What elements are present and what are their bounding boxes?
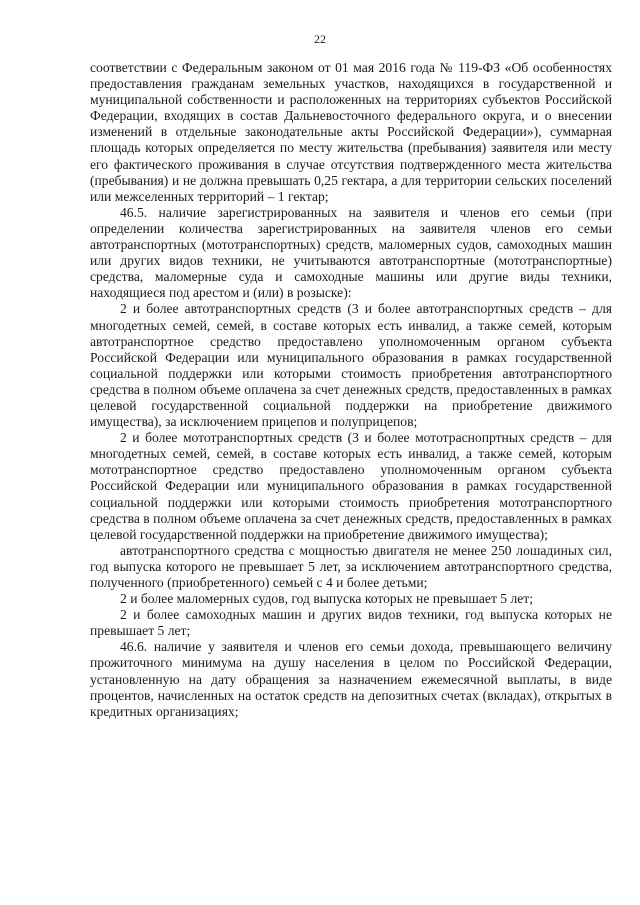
paragraph-moto-vehicles: 2 и более мототранспортных средств (3 и более мототраснопртных средств – для многодетных семей, семей, в составе которых есть инвалид, а также семей, которым мототранспортное средство предоставлено уполномоченным органом субъекта Российской Федерации или муниципального образования в рамках государственной социальной поддержки или которыми стоимость приобретения мототранспортного средства в полном объеме оплачена за счет денежных средств, предоставленных в рамках целевой государственной поддержки на приобретение движимого имущества); (90, 430, 612, 542)
document-body (90, 60, 612, 720)
paragraph-engine-power: автотранспортного средства с мощностью двигателя не менее 250 лошадиных сил, год выпуска которого не превышает 5 лет, за исключением автотранспортного средства, полученного (приобретенного) семьей с 4 и более детьми; (90, 542, 612, 590)
paragraph-auto-vehicles: 2 и более автотранспортных средств (3 и более автотранспортных средств – для многодетных семей, семей, в составе которых есть инвалид, а также семей, которым автотранспортное средство предоставлено уполномоченным органом субъекта Российской Федерации или муниципального образования в рамках государственной социальной поддержки или которыми стоимость приобретения автотранспортного средства в полном объеме оплачена за счет денежных средств, предоставленных в рамках целевой государственной социальной поддержки на приобретение движимого имущества), за исключением прицепов и полуприцепов; (90, 301, 612, 430)
paragraph-small-vessels: 2 и более маломерных судов, год выпуска которых не превышает 5 лет; (120, 591, 534, 607)
paragraph-46-5: 46.5. наличие зарегистрированных на заявителя и членов его семьи (при определении количества зарегистрированных на заявителя членов его семьи автотранспортных (мототранспортных) средств, маломерных судов, самоходных машин или других видов техники, не учитываются автотранспортные (мототранспортные) средства, маломерные суда и самоходные машины или другие виды техники, находящиеся под арестом и (или) в розыске): (90, 204, 612, 301)
paragraph-self-propelled-machines: 2 и более самоходных машин и других видов техники, год выпуска которых не превышает 5 лет; (90, 607, 612, 639)
page-number: 22 (314, 32, 326, 46)
paragraph-46-6: 46.6. наличие у заявителя и членов его семьи дохода, превышающего величину прожиточного минимума на душу населения в целом по Российской Федерации, установленную на дату обращения за назначением ежемесячной выплаты, в виде процентов, начисленных на остаток средств на депозитных счетах (вкладах), открытых в кредитных организациях; (90, 639, 612, 719)
paragraph-continuation: соответствии с Федеральным законом от 01 мая 2016 года № 119-ФЗ «Об особенностях предоставления гражданам земельных участков, находящихся в государственной и муниципальной собственности и расположенных на территориях субъектов Российской Федерации, входящих в состав Дальневосточного федерального округа, и о внесении изменений в отдельные законодательные акты Российской Федерации»), суммарная площадь которых определяется по месту жительства (пребывания) заявителя или месту его фактического проживания в случае отсутствия подтвержденного места жительства (пребывания) и не должна превышать 0,25 гектара, а для территории сельских поселений или межселенных территорий – 1 гектар; (90, 60, 612, 204)
